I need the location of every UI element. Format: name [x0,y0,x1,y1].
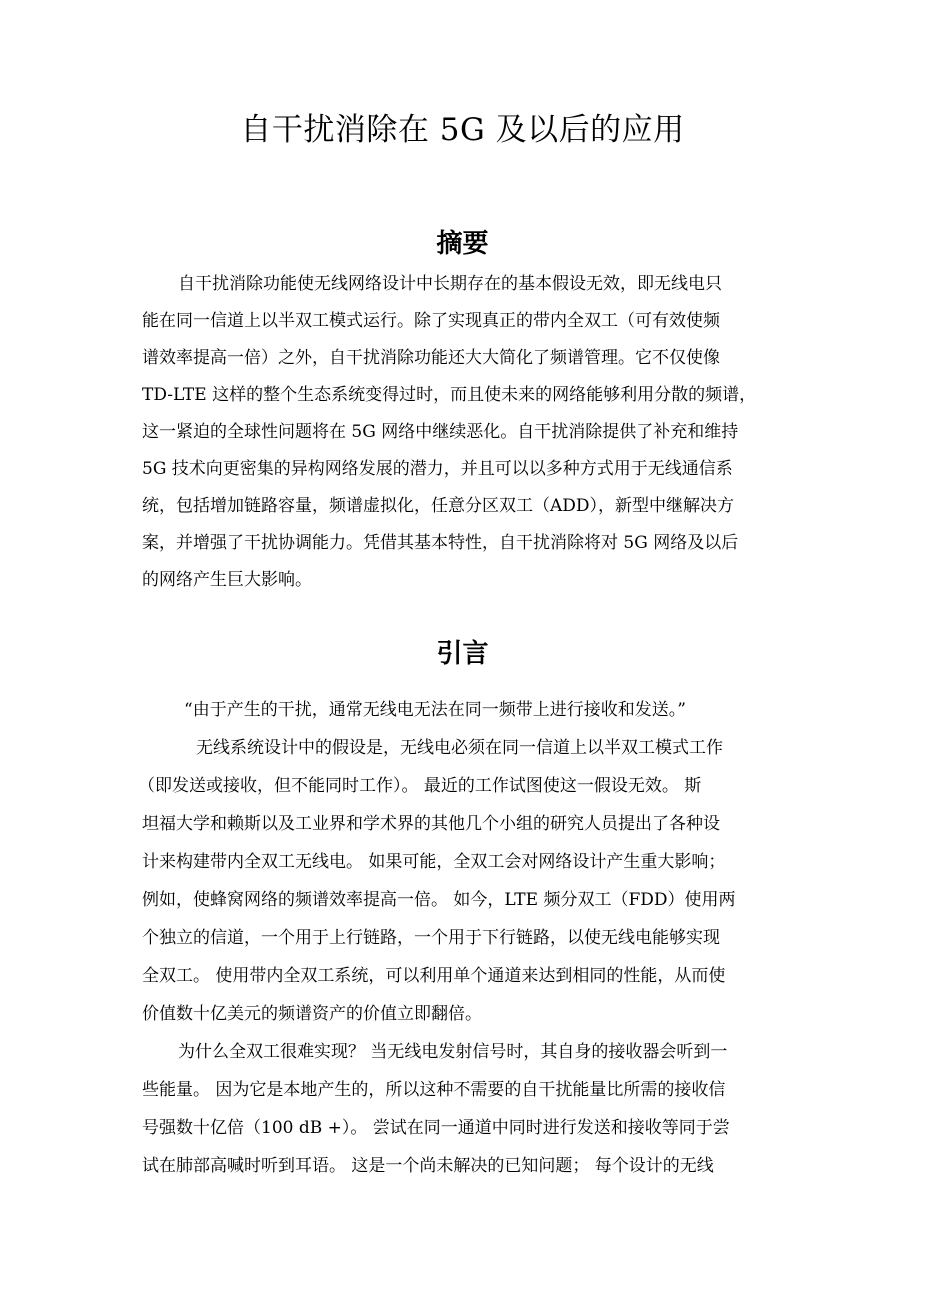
intro-quote: “由于产生的干扰，通常无线电无法在同一频带上进行接收和发送。” [184,700,686,720]
document-title: 自干扰消除在 5G 及以后的应用 [240,112,685,148]
intro-line: 些能量。 因为它是本地产生的，所以这种不需要的自干扰能量比所需的接收信 [142,1080,726,1100]
intro-line: 计来构建带内全双工无线电。 如果可能，全双工会对网络设计产生重大影响； [142,852,726,872]
abstract-line: 谱效率提高一倍）之外，自干扰消除功能还大大简化了频谱管理。它不仅使像 [142,348,720,368]
intro-line: 价值数十亿美元的频谱资产的价值立即翻倍。 [142,1004,482,1024]
intro-line: 无线系统设计中的假设是，无线电必须在同一信道上以半双工模式工作 [196,738,723,758]
intro-line: 例如，使蜂窝网络的频谱效率提高一倍。 如今，LTE 频分双工（FDD）使用两 [142,890,736,910]
intro-line: 号强数十亿倍（100 dB +）。 尝试在同一通道中同时进行发送和接收等同于尝 [142,1118,730,1138]
abstract-line: 这一紧迫的全球性问题将在 5G 网络中继续恶化。自干扰消除提供了补充和维持 [142,422,739,442]
intro-line: 为什么全双工很难实现？ 当无线电发射信号时，其自身的接收器会听到一 [178,1042,728,1062]
abstract-line: 案，并增强了干扰协调能力。凭借其基本特性，自干扰消除将对 5G 网络及以后 [142,533,739,553]
abstract-line: TD-LTE 这样的整个生态系统变得过时，而且使未来的网络能够利用分散的频谱， [142,385,757,405]
abstract-line: 5G 技术向更密集的异构网络发展的潜力，并且可以以多种方式用于无线通信系 [142,459,733,479]
intro-line: 坦福大学和赖斯以及工业界和学术界的其他几个小组的研究人员提出了各种设 [142,814,720,834]
abstract-line: 能在同一信道上以半双工模式运行。除了实现真正的带内全双工（可有效使频 [142,311,720,331]
intro-line: 全双工。 使用带内全双工系统，可以利用单个通道来达到相同的性能，从而使 [142,966,726,986]
abstract-heading: 摘要 [436,229,489,259]
intro-line: 试在肺部高喊时听到耳语。 这是一个尚未解决的已知问题； 每个设计的无线 [142,1156,714,1176]
intro-line: 个独立的信道，一个用于上行链路，一个用于下行链路，以使无线电能够实现 [142,928,720,948]
abstract-line: 统，包括增加链路容量，频谱虚拟化，任意分区双工（ADD），新型中继解决方 [142,496,735,516]
introduction-heading: 引言 [436,639,489,669]
abstract-line: 自干扰消除功能使无线网络设计中长期存在的基本假设无效，即无线电只 [178,274,722,294]
abstract-line: 的网络产生巨大影响。 [142,570,312,590]
intro-line: （即发送或接收，但不能同时工作）。 最近的工作试图使这一假设无效。 斯 [138,776,702,796]
